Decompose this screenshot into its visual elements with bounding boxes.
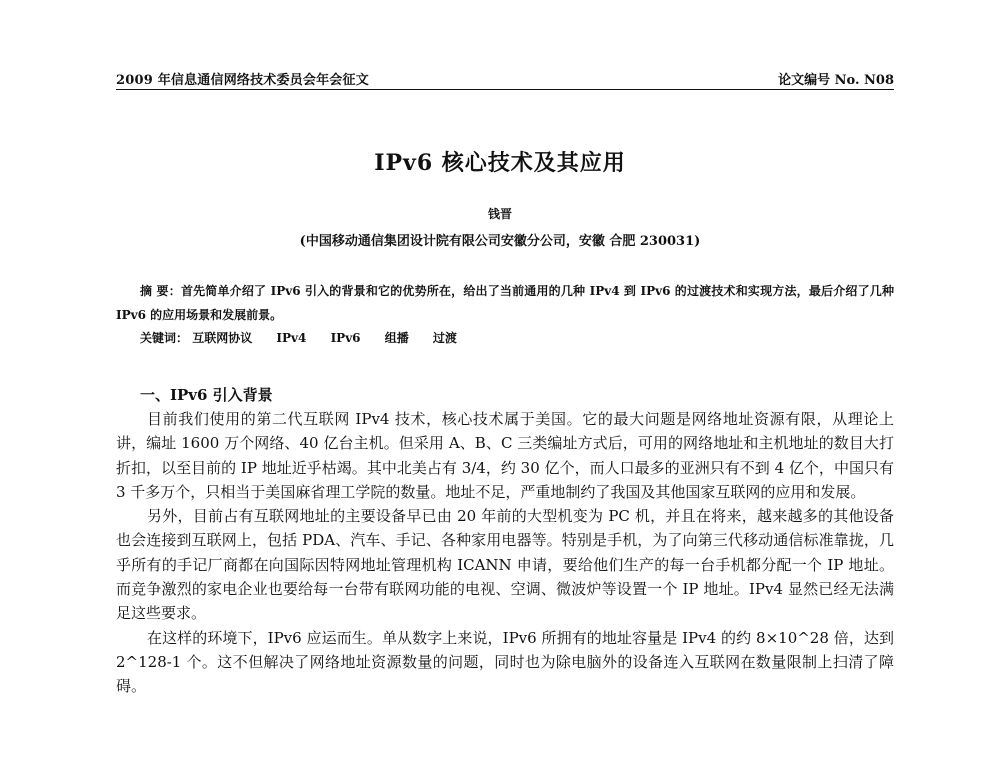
body-paragraph: 目前我们使用的第二代互联网 IPv4 技术，核心技术属于美国。它的最大问题是网络地址资源有限，从理论上讲，编址 1600 万个网络、40 亿台主机。但采用 A、B、C 三类编址方式后，可用的网络地址和主机地址的数目大打折扣，以至目前的 IP 地址近乎枯竭。其中北美占有 3/4，约 30 亿个，而人口最多的亚洲只有不到 4 亿个，中国只有 3 千多万个，只相当于美国麻省理工学院的数量。地址不足，严重地制约了我国及其他国家互联网的应用和发展。 [116,410,894,501]
keyword-item: 组播 [384,331,409,345]
body-paragraph: 在这样的环境下，IPv6 应运而生。单从数字上来说，IPv6 所拥有的地址容量是 IPv4 的约 8×10^28 倍，达到 2^128-1 个。这不但解决了网络地址资源数量的问题，同时也为除电脑外的设备连入互联网在数量限制上扫清了障碍。 [116,628,894,696]
keyword-item: 过渡 [432,331,457,345]
keywords-label: 关键词： [140,331,189,345]
keyword-item: IPv6 [330,331,361,345]
keywords [140,329,894,346]
section-body [116,407,894,699]
section-heading: 一、IPv6 引入背景 [140,386,273,404]
author-affiliation: (中国移动通信集团设计院有限公司安徽分公司，安徽 合肥 230031) [299,234,701,249]
abstract [116,279,894,327]
paper-number: 论文编号 No. N08 [778,73,894,88]
paper-title: IPv6 核心技术及其应用 [374,150,626,176]
abstract-text: 首先简单介绍了 IPv6 引入的背景和它的优势所在，给出了当前通用的几种 IPv4 到 IPv6 的过渡技术和实现方法，最后介绍了几种 IPv6 的应用场景和发展前景。 [116,284,894,322]
author-name: 钱晋 [487,207,512,221]
keyword-item: 互联网协议 [192,331,253,345]
abstract-label: 摘 要： [140,284,181,298]
body-paragraph: 另外，目前占有互联网地址的主要设备早已由 20 年前的大型机变为 PC 机，并且在将来，越来越多的其他设备也会连接到互联网上，包括 PDA、汽车、手记、各种家用电器等。特别是手机，为了向第三代移动通信标准靠拢，几乎所有的手记厂商都在向国际因特网地址管理机构 ICANN 申请，要给他们生产的每一台手机都分配一个 IP 地址。而竞争激烈的家电企业也要给每一台带有联网功能的电视、空调、微波炉等设置一个 IP 地址。IPv4 显然已经无法满足这些要求。 [116,507,894,623]
keyword-item: IPv4 [276,331,307,345]
conference-name: 2009 年信息通信网络技术委员会年会征文 [116,73,369,88]
running-header [116,67,894,90]
